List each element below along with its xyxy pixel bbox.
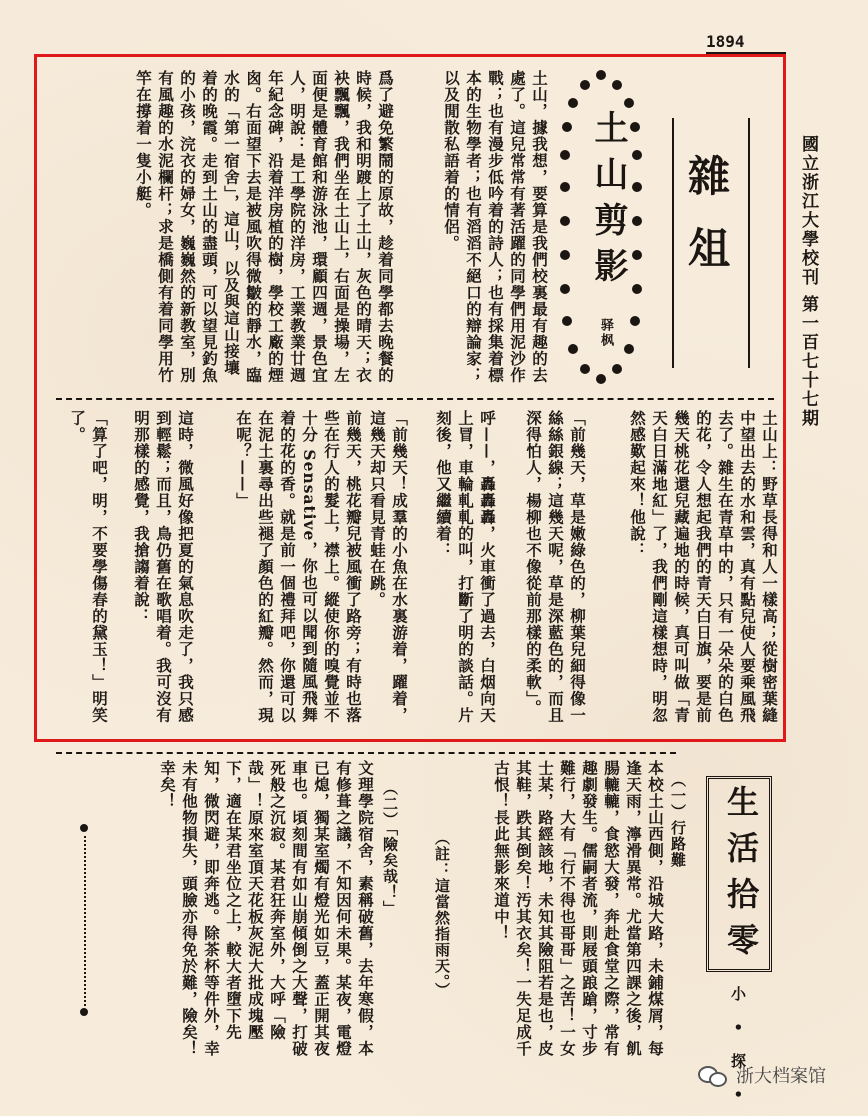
left-ornament-line [672, 118, 674, 368]
section-title: 雜俎 [682, 154, 731, 298]
bead-ornament [632, 216, 642, 226]
article-paragraph: 爲了避免繁鬧的原故，趁着同學都去晚餐的時候，我和明踱上了土山，灰色的晴天；衣袂飄飄，我們坐在土山上，右面是操場，左面便是體育館和游泳池，環顧四週，景色宜人，明說：是工學院的洋房，工業教業廿週年紀念碑，沿着洋房植的樹，學校工廠的煙囪。右面望下去是被風吹得微皺的靜水，臨水的「第一宿舍」，這山，以及與這山接壤着的晚霞。走到土山的盡頭，可以望見釣魚的小孩，浣衣的婦女，巍巍然的新教室，別有風趣的水泥欄杆；求是橋側有着同學用竹竿在撐着一隻小艇。 [134, 70, 395, 384]
bead-ornament [630, 316, 640, 326]
bead-ornament [632, 150, 642, 160]
column-title-box [706, 776, 772, 972]
watermark [698, 1062, 826, 1088]
dot-ornament [80, 1008, 88, 1016]
bead-ornament [580, 364, 590, 374]
article-paragraph: 這時，微風好像把夏的氣息吹走了，我只感到輕鬆；而且，鳥仍舊在歌唱着。我可沒有明那樣的感覺，我搶謅着說： [132, 410, 195, 724]
article-paragraph: 呼——，轟轟轟，火車衝了過去，白烟向天上冒，車輪軋軋的叫，打斷了明的談話。片刻後，他又繼續着： [434, 410, 497, 724]
article-paragraph: 「算了吧，明，不要學傷春的黛玉！」明笑了。 [68, 410, 109, 724]
bead-ornament [612, 80, 622, 90]
column-section-body: 本校土山西側，沿城大路，未鋪煤屑，每逢天雨，濘滑異常。尤當第四課之後，飢腸轆轆，食慾大發，奔赴食堂之際，常有趣劇發生。儒嗣者流，則屐頭踉蹌，寸步難行，大有「行不得也哥哥」之苦！一女士某，路經該地，未知其險阻若是也，皮其鞋，跌其倒矣！汚其衣矣！一失足成千古恨！長此無影來道中！ [492, 760, 665, 1057]
column-section-note: （註：這當然指雨天。） [433, 830, 451, 999]
bead-ornament [624, 344, 634, 354]
dotted-divider [84, 836, 86, 1006]
bead-ornament [624, 98, 634, 108]
article-paragraph: 「前幾天，草是嫩綠色的，柳葉兒細得像一絲絲銀線；這幾天呢，草是深藍色的，而且深得怕人，楊柳也不像從前那樣的柔軟」。 [524, 410, 587, 724]
page-number: 1894 [706, 32, 745, 51]
bead-ornament [568, 98, 578, 108]
bead-ornament [632, 284, 642, 294]
dashed-divider [56, 752, 676, 754]
wechat-icon [698, 1064, 728, 1086]
article-paragraph: 土山，據我想，要算是我們校裏最有趣的去處了。這兒常常有著活躍的同學們用泥沙作戰；也有漫步低吟着的詩人；也有採集着標本的生物學者；也有滔滔不絕口的辯論家；以及閒散私語着的情侶。 [442, 70, 549, 384]
column-section-heading: （一）行路難 [669, 772, 687, 868]
bead-ornament [612, 364, 622, 374]
dashed-divider [56, 398, 774, 400]
column-title: 生活拾零 [722, 785, 760, 969]
bead-ornament [560, 250, 570, 260]
section-title-block [662, 118, 762, 378]
publication-header: 國立浙江大學校刊 第一百七十七期 [798, 135, 818, 428]
bead-ornament [562, 122, 572, 132]
article-paragraph: 「前幾天！成羣的小魚在水裏游着，躍着，這幾天却只看見青蛙在跳。 [368, 410, 409, 724]
article-title-block [556, 66, 646, 394]
column-author: 小 • 探 • [729, 986, 747, 1107]
bead-ornament [560, 284, 570, 294]
column-section-body: 文理學院宿舍，素稱破舊，去年寒假，本有修葺之議，不知因何未果。某夜，電燈已熄，獨某室燭有燈光如豆，蓋正開其夜車也。頃刻間有如山崩傾倒之大聲，打破死般之沉寂。某君狂奔室外，大呼「險哉」！原來室頂天花板灰泥大批成塊壓下，適在某君坐位之上，較大者墮下先知，微閃避，即奔逃。除茶杯等件外，幸未有他物損失，頭臉亦得免於難，險矣！幸矣！ [158, 760, 375, 1057]
bead-ornament [632, 250, 642, 260]
dot-ornament [80, 824, 88, 832]
column-section-heading: （二）「險矣哉！」 [381, 780, 399, 917]
bead-ornament [596, 374, 606, 384]
watermark-text: 浙大档案馆 [736, 1066, 826, 1087]
bead-ornament [560, 182, 570, 192]
bead-ornament [560, 216, 570, 226]
article-title: 土山剪影 [588, 110, 628, 294]
bead-ornament [632, 182, 642, 192]
bead-ornament [568, 344, 578, 354]
right-ornament-line [748, 118, 750, 368]
bead-ornament [562, 316, 572, 326]
article-author: 驿枫 [598, 318, 613, 348]
bead-ornament [560, 150, 570, 160]
article-paragraph: 前幾天，桃花瓣兒被風衝了路旁；有時也落些在行人的髮上，襟上。縱使你的嗅覺並不十分 Sensative，你也可以聞到隨風飛舞着的花的香。就是前一個禮拜吧，你還可以在泥土裏尋出些褪了顏色的紅瓣。然而，現在呢？——」 [234, 410, 363, 724]
bead-ornament [580, 80, 590, 90]
article-paragraph: 土山上：野草長得和人一樣高；從樹密葉縫中望出去的水和雲，真有點兒使人要乘風飛去了。雜生在青草中的，只有一朵朵的白色的花，令人想起我們的青天白日旗，要是前幾天桃花還兒藏遍地的時候，真可叫做「青天白日滿地紅」了，我們剛這樣想時，明忽然感歎起來！他說： [628, 410, 779, 724]
bead-ornament [596, 70, 606, 80]
